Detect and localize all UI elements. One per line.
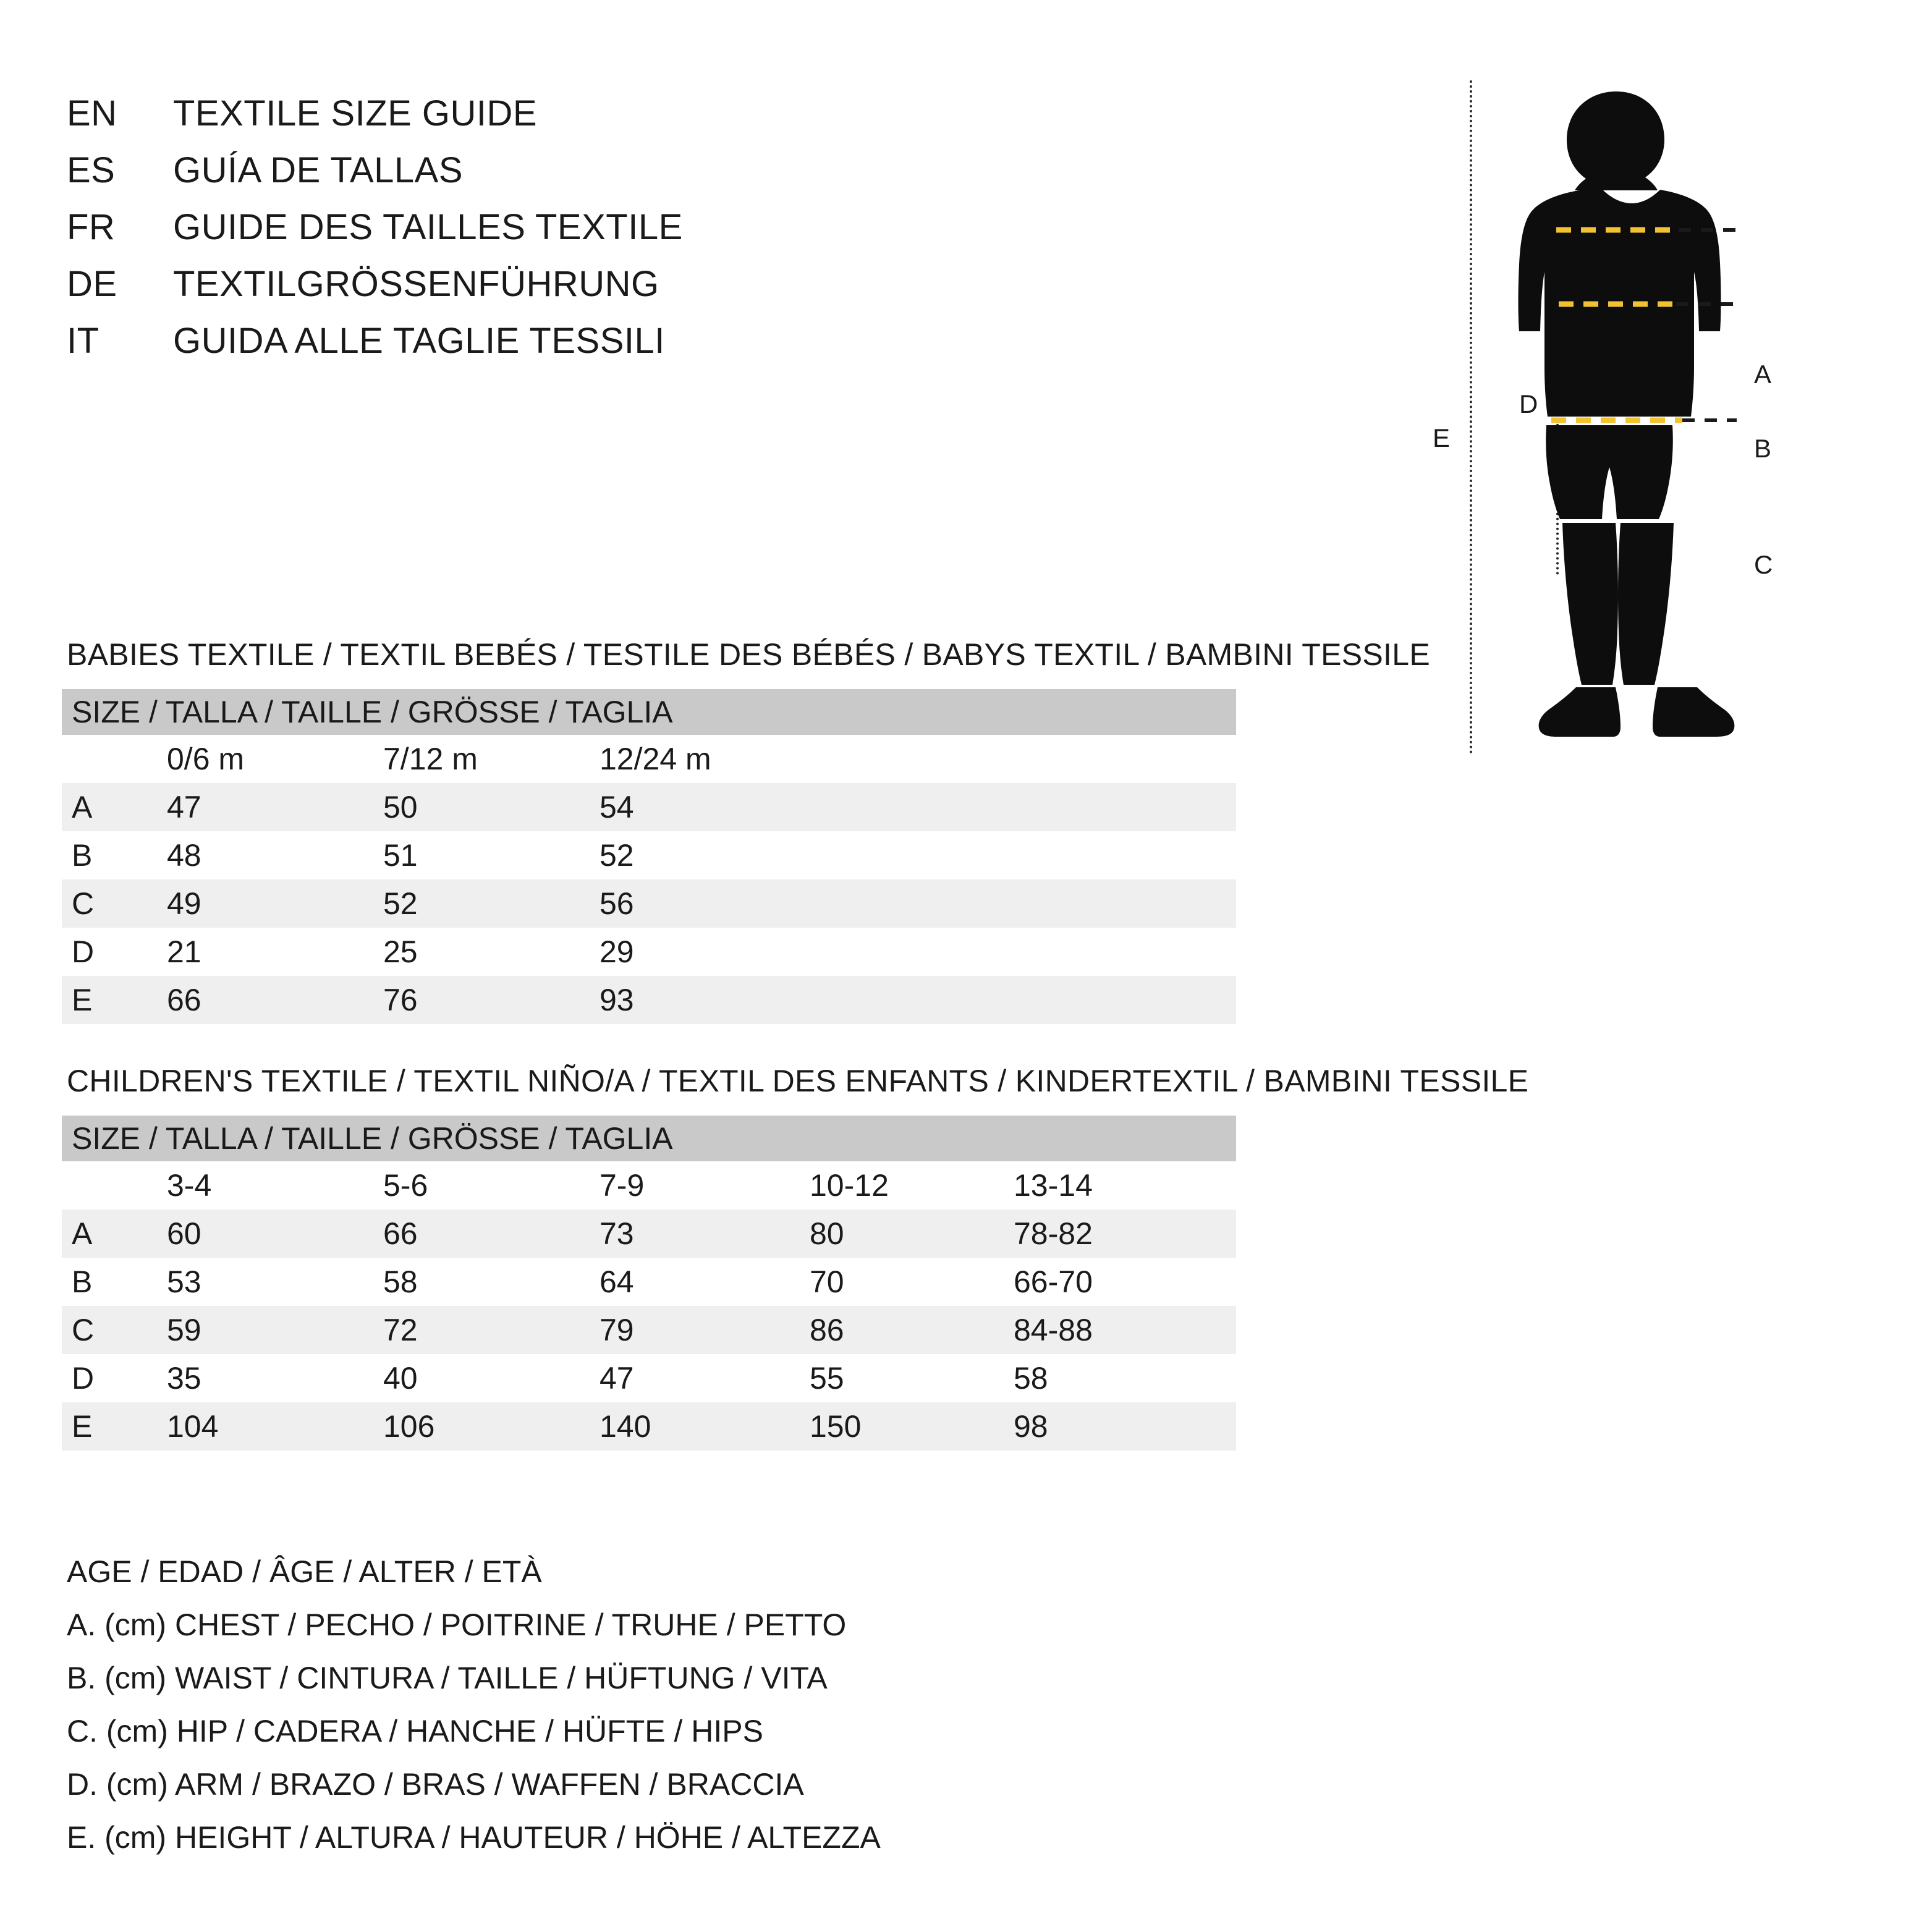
children-c-4: 84-88	[1014, 1306, 1236, 1354]
table-row	[62, 1354, 1236, 1402]
children-d-0: 35	[167, 1354, 383, 1402]
table-row	[62, 1402, 1236, 1451]
table-row	[62, 976, 1236, 1024]
language-code: DE	[67, 264, 117, 304]
babies-section-title: BABIES TEXTILE / TEXTIL BEBÉS / TESTILE DES BÉBÉS / BABYS TEXTIL / BAMBINI TESSILE	[67, 637, 1430, 672]
child-silhouette-icon	[1489, 87, 1749, 766]
babies-d-1: 25	[383, 928, 600, 976]
language-title: GUÍA DE TALLAS	[173, 150, 464, 190]
children-col-3: 10-12	[810, 1161, 1014, 1210]
language-row-it	[67, 320, 1241, 377]
children-row-label-b: B	[62, 1258, 167, 1306]
babies-row-label-c: C	[62, 879, 167, 928]
measurement-legend	[67, 1545, 881, 1864]
children-e-4: 98	[1014, 1402, 1236, 1451]
language-title: TEXTILGRÖSSENFÜHRUNG	[173, 264, 659, 304]
babies-col-2: 12/24 m	[600, 735, 1236, 783]
table-row	[62, 1210, 1236, 1258]
label-a: A	[1754, 360, 1772, 389]
children-col-2: 7-9	[600, 1161, 810, 1210]
language-code: FR	[67, 207, 116, 247]
children-col-1: 5-6	[383, 1161, 600, 1210]
table-row	[62, 879, 1236, 928]
measurement-diagram	[1397, 74, 1885, 773]
babies-col-1: 7/12 m	[383, 735, 600, 783]
table-row	[62, 831, 1236, 879]
babies-row-label-a: A	[62, 783, 167, 831]
children-b-1: 58	[383, 1258, 600, 1306]
language-row-es	[67, 150, 1241, 206]
legend-line-b: B. (cm) WAIST / CINTURA / TAILLE / HÜFTUNG / VITA	[67, 1661, 828, 1695]
label-e: E	[1433, 423, 1451, 452]
babies-a-1: 50	[383, 783, 600, 831]
empty-corner-cell	[62, 1161, 167, 1210]
children-a-1: 66	[383, 1210, 600, 1258]
babies-a-2: 54	[600, 783, 1236, 831]
children-b-3: 70	[810, 1258, 1014, 1306]
babies-c-1: 52	[383, 879, 600, 928]
language-code: IT	[67, 321, 100, 361]
language-code: ES	[67, 150, 116, 190]
children-d-2: 47	[600, 1354, 810, 1402]
children-d-1: 40	[383, 1354, 600, 1402]
children-row-label-d: D	[62, 1354, 167, 1402]
children-row-label-e: E	[62, 1402, 167, 1451]
language-row-fr	[67, 206, 1241, 263]
children-e-0: 104	[167, 1402, 383, 1451]
children-col-0: 3-4	[167, 1161, 383, 1210]
children-e-2: 140	[600, 1402, 810, 1451]
babies-c-0: 49	[167, 879, 383, 928]
children-d-4: 58	[1014, 1354, 1236, 1402]
children-band-label: SIZE / TALLA / TAILLE / GRÖSSE / TAGLIA	[62, 1116, 1236, 1161]
children-c-1: 72	[383, 1306, 600, 1354]
language-title: TEXTILE SIZE GUIDE	[173, 93, 538, 133]
label-d: D	[1519, 389, 1538, 418]
babies-b-0: 48	[167, 831, 383, 879]
babies-e-1: 76	[383, 976, 600, 1024]
children-a-2: 73	[600, 1210, 810, 1258]
children-size-table	[62, 1116, 1236, 1451]
height-guide-line-e	[1470, 80, 1472, 754]
children-b-4: 66-70	[1014, 1258, 1236, 1306]
table-row	[62, 783, 1236, 831]
language-row-en	[67, 93, 1241, 150]
label-b: B	[1754, 434, 1772, 463]
legend-line-c: C. (cm) HIP / CADERA / HANCHE / HÜFTE / HIPS	[67, 1714, 763, 1748]
legend-line-e: E. (cm) HEIGHT / ALTURA / HAUTEUR / HÖHE / ALTEZZA	[67, 1820, 881, 1855]
babies-band-label: SIZE / TALLA / TAILLE / GRÖSSE / TAGLIA	[62, 689, 1236, 735]
children-c-0: 59	[167, 1306, 383, 1354]
legend-line-age: AGE / EDAD / ÂGE / ALTER / ETÀ	[67, 1554, 542, 1589]
table-row	[62, 1258, 1236, 1306]
children-d-3: 55	[810, 1354, 1014, 1402]
children-table-band-row	[62, 1116, 1236, 1161]
babies-a-0: 47	[167, 783, 383, 831]
babies-c-2: 56	[600, 879, 1236, 928]
language-title: GUIDA ALLE TAGLIE TESSILI	[173, 321, 665, 361]
legend-line-d: D. (cm) ARM / BRAZO / BRAS / WAFFEN / BRACCIA	[67, 1767, 804, 1802]
babies-row-label-d: D	[62, 928, 167, 976]
children-e-3: 150	[810, 1402, 1014, 1451]
babies-size-table	[62, 689, 1236, 1024]
babies-table-band-row	[62, 689, 1236, 735]
children-b-2: 64	[600, 1258, 810, 1306]
label-c: C	[1754, 550, 1773, 579]
children-col-4: 13-14	[1014, 1161, 1236, 1210]
language-title: GUIDE DES TAILLES TEXTILE	[173, 207, 683, 247]
children-column-header-row	[62, 1161, 1236, 1210]
children-b-0: 53	[167, 1258, 383, 1306]
children-e-1: 106	[383, 1402, 600, 1451]
babies-col-0: 0/6 m	[167, 735, 383, 783]
babies-d-0: 21	[167, 928, 383, 976]
babies-d-2: 29	[600, 928, 1236, 976]
babies-row-label-e: E	[62, 976, 167, 1024]
children-a-4: 78-82	[1014, 1210, 1236, 1258]
table-row	[62, 1306, 1236, 1354]
babies-column-header-row	[62, 735, 1236, 783]
children-c-2: 79	[600, 1306, 810, 1354]
babies-e-0: 66	[167, 976, 383, 1024]
children-c-3: 86	[810, 1306, 1014, 1354]
babies-b-2: 52	[600, 831, 1236, 879]
children-row-label-c: C	[62, 1306, 167, 1354]
children-a-0: 60	[167, 1210, 383, 1258]
children-a-3: 80	[810, 1210, 1014, 1258]
babies-e-2: 93	[600, 976, 1236, 1024]
children-section-title: CHILDREN'S TEXTILE / TEXTIL NIÑO/A / TEXTIL DES ENFANTS / KINDERTEXTIL / BAMBINI TESSILE	[67, 1064, 1529, 1098]
table-row	[62, 928, 1236, 976]
legend-line-a: A. (cm) CHEST / PECHO / POITRINE / TRUHE / PETTO	[67, 1608, 847, 1642]
babies-b-1: 51	[383, 831, 600, 879]
language-code: EN	[67, 93, 117, 133]
language-title-block	[67, 93, 1241, 377]
children-row-label-a: A	[62, 1210, 167, 1258]
empty-corner-cell	[62, 735, 167, 783]
babies-row-label-b: B	[62, 831, 167, 879]
language-row-de	[67, 263, 1241, 320]
